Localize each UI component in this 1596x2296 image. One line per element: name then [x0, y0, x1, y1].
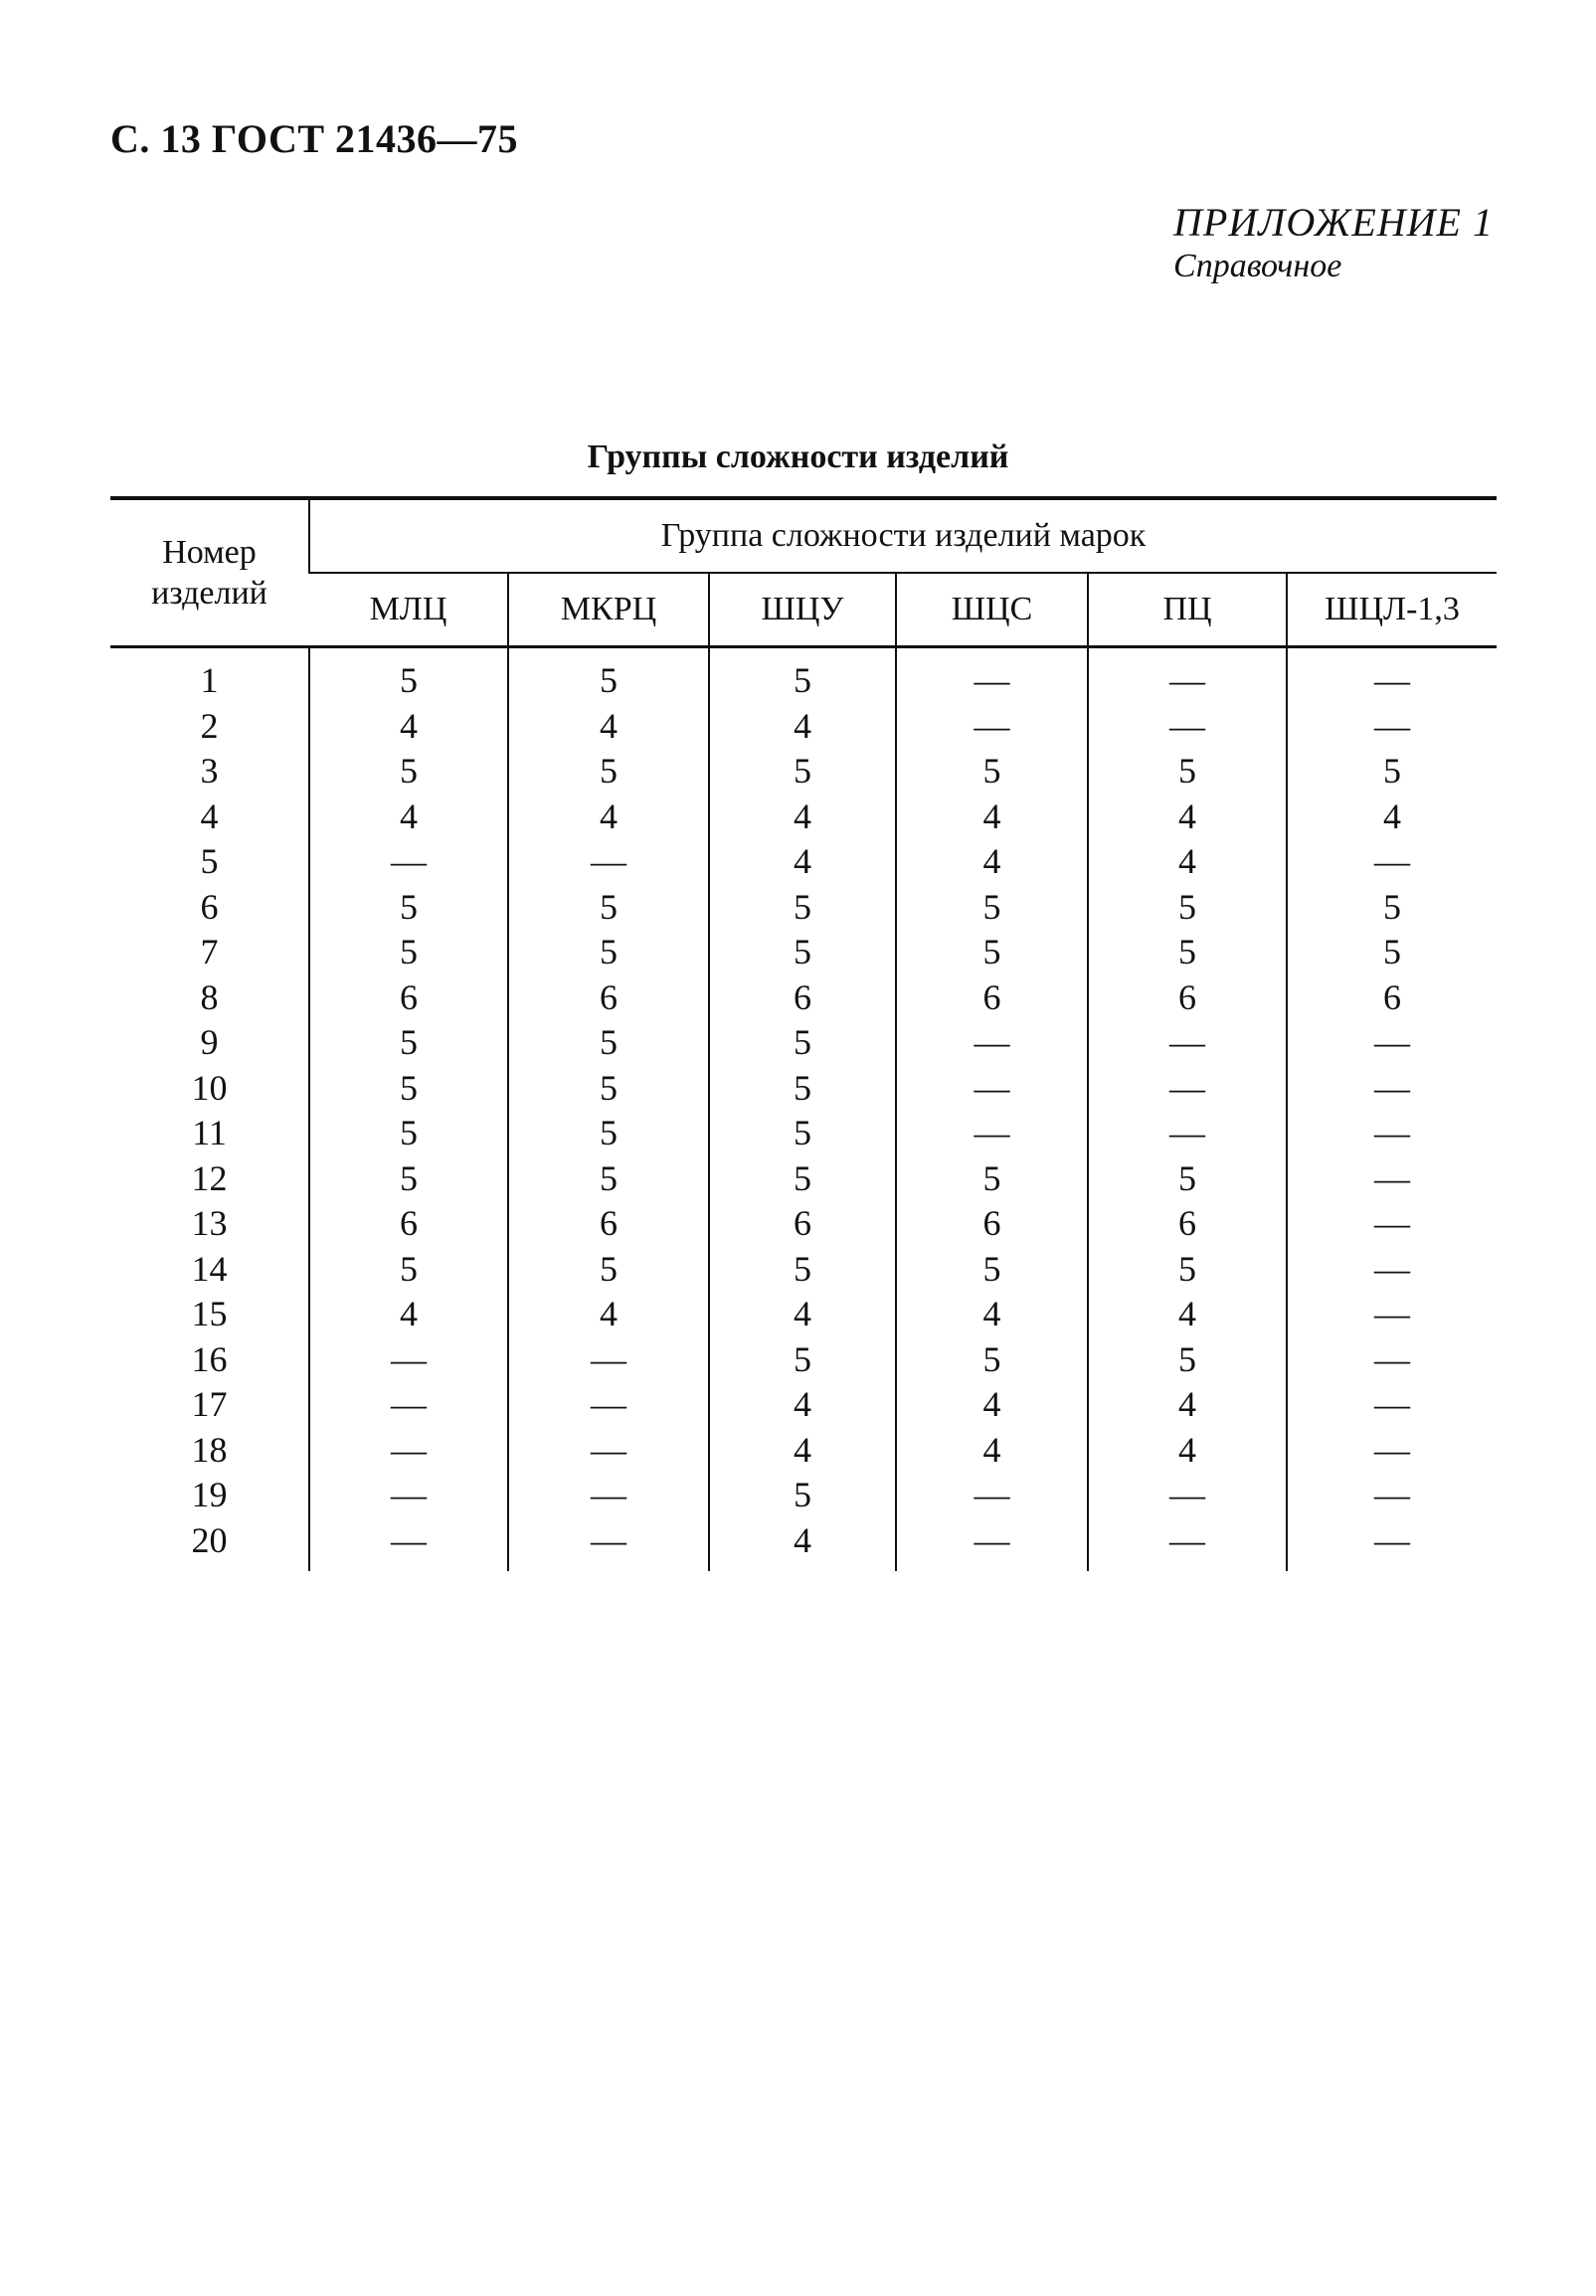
brand-header: ШЦС [896, 573, 1088, 647]
complexity-group-cell: — [1287, 839, 1497, 885]
item-number-cell: 5 [200, 841, 219, 881]
complexity-group-cell: — [309, 1382, 508, 1428]
table-row [110, 795, 1497, 840]
complexity-group-cell: 5 [709, 1247, 896, 1293]
complexity-group-cell: 5 [709, 885, 896, 931]
complexity-group-cell: 5 [896, 1337, 1088, 1383]
complexity-group-cell: 6 [508, 975, 709, 1021]
item-number-cell: 7 [200, 932, 219, 971]
header-row-group [110, 498, 1497, 573]
complexity-group-cell: — [1287, 1518, 1497, 1572]
table-title: Группы сложности изделий [587, 439, 1009, 475]
complexity-group-cell: — [508, 1473, 709, 1518]
number-header-line2: изделий [151, 575, 267, 612]
complexity-group-cell: 5 [1287, 885, 1497, 931]
brand-header: МКРЦ [508, 573, 709, 647]
item-number-cell: 11 [192, 1113, 227, 1152]
complexity-group-cell: 4 [709, 704, 896, 750]
item-number-cell: 9 [200, 1022, 219, 1062]
complexity-group-cell: — [896, 1066, 1088, 1112]
complexity-group-cell: 4 [709, 795, 896, 840]
complexity-group-cell: — [1287, 1111, 1497, 1156]
complexity-group-cell: 5 [709, 749, 896, 795]
complexity-group-cell: 5 [508, 647, 709, 704]
table-row [110, 1292, 1497, 1337]
complexity-group-cell: — [309, 1473, 508, 1518]
complexity-group-cell: — [1287, 1201, 1497, 1247]
complexity-group-cell: 5 [309, 749, 508, 795]
item-number-cell: 17 [191, 1384, 228, 1424]
complexity-group-cell: 4 [309, 1292, 508, 1337]
complexity-group-cell: — [508, 1337, 709, 1383]
complexity-group-cell: 4 [508, 1292, 709, 1337]
complexity-group-cell: 5 [1088, 1156, 1287, 1202]
brand-header: МЛЦ [309, 573, 508, 647]
complexity-group-cell: — [1287, 704, 1497, 750]
page-header: С. 13 ГОСТ 21436—75 [110, 116, 519, 161]
table-row [110, 749, 1497, 795]
complexity-group-cell: 5 [709, 1111, 896, 1156]
appendix-block [1173, 199, 1494, 285]
complexity-group-cell: 5 [508, 1066, 709, 1112]
complexity-group-cell: — [1287, 1337, 1497, 1383]
complexity-group-cell: 4 [896, 1292, 1088, 1337]
complexity-group-cell: 5 [309, 1066, 508, 1112]
item-number-cell: 16 [191, 1338, 228, 1379]
table-row [110, 1066, 1497, 1112]
item-number-cell: 3 [200, 751, 219, 791]
table-row [110, 1156, 1497, 1202]
table-body [110, 647, 1497, 1572]
complexity-group-cell: — [1287, 1020, 1497, 1066]
complexity-table [110, 496, 1497, 1571]
complexity-group-cell: 5 [508, 1020, 709, 1066]
complexity-group-cell: 4 [508, 795, 709, 840]
complexity-group-cell: — [508, 1518, 709, 1572]
table-row [110, 1201, 1497, 1247]
complexity-group-cell: 6 [896, 1201, 1088, 1247]
complexity-group-cell: 5 [709, 1066, 896, 1112]
complexity-group-cell: — [1287, 1066, 1497, 1112]
complexity-group-cell: 4 [1088, 839, 1287, 885]
complexity-group-cell: — [896, 1111, 1088, 1156]
complexity-group-cell: 5 [709, 1156, 896, 1202]
table-row [110, 1428, 1497, 1474]
complexity-group-cell: 5 [508, 930, 709, 975]
complexity-group-cell: 4 [709, 1428, 896, 1474]
complexity-group-cell: 6 [1088, 1201, 1287, 1247]
complexity-group-cell: 5 [896, 749, 1088, 795]
table-row [110, 1473, 1497, 1518]
complexity-group-cell: 5 [1287, 930, 1497, 975]
complexity-group-cell: 6 [709, 1201, 896, 1247]
group-column-header: Группа сложности изделий марок [309, 498, 1497, 573]
complexity-group-cell: 6 [896, 975, 1088, 1021]
complexity-group-cell: — [896, 1473, 1088, 1518]
table-row [110, 885, 1497, 931]
complexity-group-cell: 5 [896, 885, 1088, 931]
complexity-group-cell: 5 [309, 930, 508, 975]
complexity-group-cell: 5 [1088, 749, 1287, 795]
complexity-group-cell: 4 [709, 1292, 896, 1337]
complexity-group-cell: 4 [1088, 1428, 1287, 1474]
item-number-cell: 8 [200, 976, 219, 1017]
complexity-group-cell: — [896, 1020, 1088, 1066]
complexity-group-cell: — [1287, 1382, 1497, 1428]
complexity-group-cell: — [1088, 1111, 1287, 1156]
complexity-group-cell: 5 [1088, 1247, 1287, 1293]
complexity-group-cell: 6 [1088, 975, 1287, 1021]
complexity-group-cell: — [309, 1518, 508, 1572]
table-row [110, 1247, 1497, 1293]
table-row [110, 839, 1497, 885]
complexity-group-cell: — [309, 1428, 508, 1474]
table-row [110, 1518, 1497, 1572]
complexity-group-cell: 5 [1088, 1337, 1287, 1383]
complexity-group-cell: 4 [1088, 795, 1287, 840]
complexity-group-cell: 4 [1088, 1292, 1287, 1337]
item-number-cell: 1 [200, 660, 219, 700]
complexity-group-cell: 5 [309, 1156, 508, 1202]
complexity-group-cell: 4 [709, 839, 896, 885]
table-row [110, 930, 1497, 975]
complexity-group-cell: — [1088, 1473, 1287, 1518]
complexity-group-cell: — [508, 1428, 709, 1474]
complexity-group-cell: 5 [709, 1020, 896, 1066]
item-number-cell: 10 [191, 1067, 228, 1108]
table-row [110, 1111, 1497, 1156]
table-row [110, 975, 1497, 1021]
complexity-group-cell: — [896, 647, 1088, 704]
complexity-group-cell: 5 [709, 1337, 896, 1383]
complexity-group-cell: — [896, 704, 1088, 750]
complexity-group-cell: 5 [508, 1111, 709, 1156]
item-number-cell: 20 [191, 1519, 228, 1560]
brand-header: ШЦЛ-1,3 [1287, 573, 1497, 647]
brand-header: ШЦУ [709, 573, 896, 647]
complexity-group-cell: 5 [709, 647, 896, 704]
complexity-group-cell: 5 [309, 1247, 508, 1293]
complexity-group-cell: 6 [1287, 975, 1497, 1021]
complexity-group-cell: — [508, 1382, 709, 1428]
complexity-group-cell: 5 [309, 885, 508, 931]
item-number-cell: 14 [191, 1248, 228, 1289]
complexity-group-cell: — [1088, 1518, 1287, 1572]
complexity-group-cell: 4 [896, 839, 1088, 885]
item-number-cell: 15 [191, 1294, 228, 1333]
complexity-group-cell: — [309, 839, 508, 885]
complexity-group-cell: — [896, 1518, 1088, 1572]
complexity-group-cell: 5 [309, 1111, 508, 1156]
complexity-group-cell: 4 [1088, 1382, 1287, 1428]
complexity-group-cell: — [1088, 1020, 1287, 1066]
complexity-group-cell: 6 [309, 975, 508, 1021]
complexity-group-cell: 4 [709, 1382, 896, 1428]
appendix-subtitle: Справочное [1173, 248, 1342, 284]
brand-header: ПЦ [1088, 573, 1287, 647]
complexity-group-cell: 5 [709, 1473, 896, 1518]
table-row [110, 647, 1497, 704]
appendix-title: ПРИЛОЖЕНИЕ 1 [1173, 200, 1494, 245]
complexity-group-cell: 5 [1287, 749, 1497, 795]
complexity-group-cell: 4 [1287, 795, 1497, 840]
table-row [110, 1020, 1497, 1066]
complexity-group-cell: 5 [1088, 885, 1287, 931]
complexity-group-cell: 5 [896, 1156, 1088, 1202]
complexity-group-cell: 4 [896, 795, 1088, 840]
complexity-group-cell: 6 [709, 975, 896, 1021]
header-row-brands [110, 573, 1497, 647]
table-row [110, 1382, 1497, 1428]
complexity-group-cell: — [1287, 1247, 1497, 1293]
complexity-group-cell: 4 [309, 795, 508, 840]
complexity-group-cell: 5 [309, 1020, 508, 1066]
complexity-group-cell: 5 [508, 749, 709, 795]
complexity-group-cell: 5 [896, 1247, 1088, 1293]
complexity-group-cell: 6 [508, 1201, 709, 1247]
complexity-group-cell: — [309, 1337, 508, 1383]
complexity-group-cell: — [1287, 1428, 1497, 1474]
table-row [110, 704, 1497, 750]
complexity-group-cell: 5 [508, 1247, 709, 1293]
item-number-cell: 6 [200, 886, 219, 927]
complexity-group-cell: 5 [508, 1156, 709, 1202]
complexity-group-cell: — [1088, 1066, 1287, 1112]
number-column-header [110, 498, 309, 647]
number-header-line1: Номер [162, 534, 257, 571]
complexity-group-cell: 4 [508, 704, 709, 750]
item-number-cell: 2 [200, 705, 219, 746]
complexity-group-cell: — [1287, 647, 1497, 704]
item-number-cell: 13 [191, 1203, 228, 1243]
complexity-group-cell: — [508, 839, 709, 885]
item-number-cell: 4 [200, 795, 219, 836]
complexity-group-cell: — [1287, 1156, 1497, 1202]
complexity-group-cell: — [1287, 1473, 1497, 1518]
complexity-group-cell: 5 [709, 930, 896, 975]
complexity-group-cell: 6 [309, 1201, 508, 1247]
complexity-group-cell: — [1287, 1292, 1497, 1337]
item-number-cell: 12 [191, 1157, 228, 1198]
complexity-group-cell: 5 [508, 885, 709, 931]
table-container [110, 496, 1497, 1571]
complexity-group-cell: 5 [1088, 930, 1287, 975]
complexity-group-cell: 4 [896, 1428, 1088, 1474]
complexity-group-cell: — [1088, 704, 1287, 750]
complexity-group-cell: 4 [896, 1382, 1088, 1428]
item-number-cell: 18 [191, 1429, 228, 1470]
complexity-group-cell: 4 [709, 1518, 896, 1572]
complexity-group-cell: 5 [309, 647, 508, 704]
complexity-group-cell: 5 [896, 930, 1088, 975]
table-row [110, 1337, 1497, 1383]
item-number-cell: 19 [191, 1475, 228, 1514]
complexity-group-cell: — [1088, 647, 1287, 704]
complexity-group-cell: 4 [309, 704, 508, 750]
